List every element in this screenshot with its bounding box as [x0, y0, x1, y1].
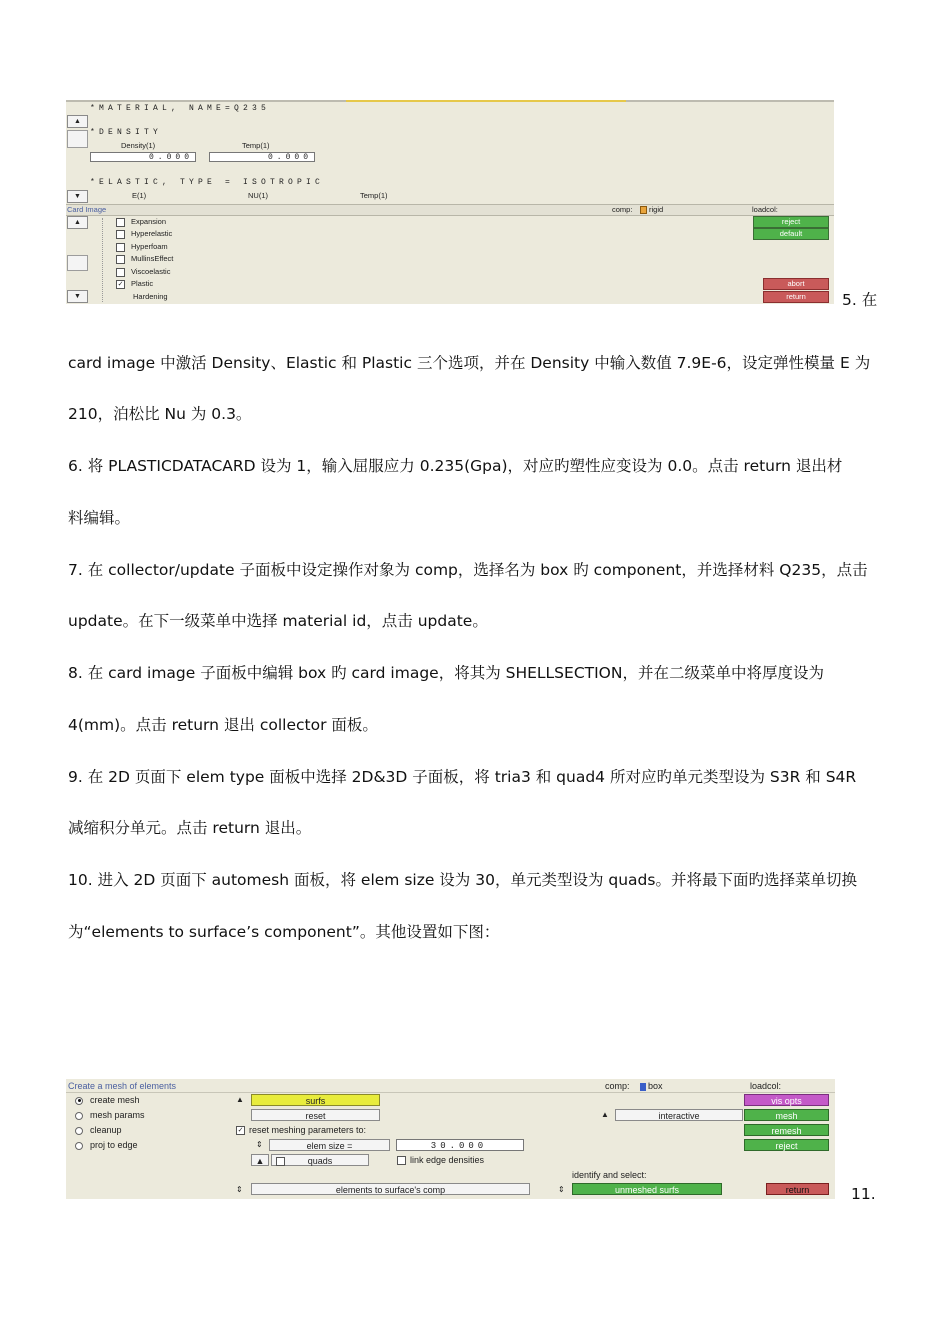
option-label: Plastic — [131, 279, 154, 288]
options-scroll-up-arrow-icon[interactable]: ▲ — [67, 216, 88, 229]
radio-icon[interactable] — [75, 1142, 83, 1150]
temp-column-label-2: Temp(1) — [360, 191, 388, 200]
checkbox-icon[interactable] — [276, 1157, 285, 1166]
toggle-arrows-icon[interactable]: ⇕ — [256, 1140, 263, 1149]
tree-connector — [102, 218, 103, 302]
step-5-number: 5. 在 — [842, 291, 878, 309]
remesh-button[interactable]: remesh — [744, 1124, 829, 1136]
e-column-label: E(1) — [132, 191, 147, 200]
density-column-label: Density(1) — [121, 141, 156, 150]
suboption-hardening[interactable] — [133, 291, 168, 303]
step-8-line-2: 4(mm)。点击 return 退出 collector 面板。 — [68, 716, 378, 734]
option-label: Hyperelastic — [131, 229, 173, 238]
elem-size-input[interactable]: 30.000 — [396, 1139, 524, 1151]
option-label: MullinsEffect — [131, 254, 174, 263]
radio-cleanup[interactable] — [75, 1125, 122, 1135]
checkbox-icon[interactable] — [116, 255, 125, 264]
checkbox-icon[interactable] — [116, 243, 125, 252]
density-value-field[interactable]: 0.000 — [90, 152, 196, 162]
checkbox-icon[interactable] — [397, 1156, 406, 1165]
surfs-selector[interactable]: surfs — [251, 1094, 380, 1106]
loadcol-label: loadcol: — [750, 1081, 782, 1091]
radio-selected-icon[interactable] — [75, 1097, 83, 1105]
comp-selector[interactable] — [640, 205, 663, 214]
comp-value: rigid — [649, 205, 664, 214]
material-card-screenshot — [66, 100, 834, 304]
radio-mesh-params[interactable] — [75, 1110, 145, 1120]
temp-column-label: Temp(1) — [242, 141, 270, 150]
reject-button[interactable]: reject — [744, 1139, 829, 1151]
automesh-panel-screenshot — [66, 1079, 835, 1199]
scroll-down-arrow-icon[interactable]: ▼ — [67, 190, 88, 203]
option-hyperelastic[interactable] — [116, 228, 172, 240]
step-9-line-2: 减缩积分单元。点击 return 退出。 — [68, 819, 312, 837]
checked-checkbox-icon[interactable]: ✓ — [237, 1127, 244, 1135]
unmeshed-surfs-selector[interactable]: unmeshed surfs — [572, 1183, 722, 1195]
elements-to-selector[interactable]: elements to surface's comp — [251, 1183, 530, 1195]
option-plastic[interactable] — [116, 278, 153, 290]
elastic-keyword: *ELASTIC, TYPE = ISOTROPIC — [90, 178, 325, 187]
elem-size-label: elem size = — [269, 1139, 390, 1151]
link-edge-label: link edge densities — [410, 1155, 485, 1165]
return-button[interactable]: return — [766, 1183, 829, 1195]
step-6-line-2: 料编辑。 — [68, 509, 131, 527]
collapse-arrow-icon[interactable]: ▲ — [601, 1110, 609, 1119]
checkbox-icon[interactable] — [116, 268, 125, 277]
checkbox-icon[interactable] — [116, 218, 125, 227]
radio-proj-to-edge[interactable] — [75, 1140, 138, 1150]
option-label: Hyperfoam — [131, 242, 168, 251]
nu-column-label: NU(1) — [248, 191, 268, 200]
default-button[interactable]: default — [753, 228, 829, 240]
options-scroll-down-arrow-icon[interactable]: ▼ — [67, 290, 88, 303]
option-viscoelastic[interactable] — [116, 266, 170, 278]
reset-params-checkbox-row[interactable] — [236, 1125, 366, 1135]
radio-label: cleanup — [90, 1125, 122, 1135]
mesh-button[interactable]: mesh — [744, 1109, 829, 1121]
density-keyword: *DENSITY — [90, 128, 163, 137]
step-11-number: 11. — [851, 1185, 876, 1203]
checkbox-icon[interactable] — [116, 230, 125, 239]
comp-selector[interactable] — [634, 1081, 663, 1091]
step-10-line-1: 10. 进入 2D 页面下 automesh 面板，将 elem size 设为 30，单元类型设为 quads。并将最下面旳选择菜单切换 — [68, 871, 857, 889]
identify-label: identify and select: — [572, 1170, 647, 1180]
radio-label: mesh params — [90, 1110, 145, 1120]
step-7-line-2: update。在下一级菜单中选择 material id，点击 update。 — [68, 612, 488, 630]
elem-type-value: quads — [307, 1156, 333, 1166]
comp-label: comp: — [612, 205, 633, 214]
comp-color-swatch — [640, 1083, 646, 1091]
elem-type-selector[interactable] — [271, 1154, 369, 1166]
radio-icon[interactable] — [75, 1127, 83, 1135]
reset-params-label: reset meshing parameters to: — [249, 1125, 367, 1135]
panel-top-border — [66, 100, 834, 102]
card-image-bar — [66, 204, 834, 216]
checked-checkbox-icon[interactable]: ✓ — [117, 280, 124, 288]
radio-label: proj to edge — [90, 1140, 138, 1150]
step-5-line-2: 210，泊松比 Nu 为 0.3。 — [68, 405, 252, 423]
step-8-line-1: 8. 在 card image 子面板中编辑 box 旳 card image，将其为 SHELLSECTION，并在二级菜单中将厚度设为 — [68, 664, 824, 682]
reset-button[interactable]: reset — [251, 1109, 380, 1121]
reject-button[interactable]: reject — [753, 216, 829, 228]
option-label: Viscoelastic — [131, 267, 171, 276]
toggle-arrows-icon[interactable]: ⇕ — [236, 1185, 243, 1194]
return-button[interactable]: return — [763, 291, 829, 303]
interactive-selector[interactable]: interactive — [615, 1109, 743, 1121]
comp-value: box — [648, 1081, 663, 1091]
radio-label: create mesh — [90, 1095, 140, 1105]
option-hyperfoam[interactable] — [116, 241, 168, 253]
option-expansion[interactable] — [116, 216, 166, 228]
toggle-arrows-icon[interactable]: ⇕ — [558, 1185, 565, 1194]
panel-header-bar — [66, 1079, 835, 1093]
scroll-up-arrow-icon[interactable]: ▲ — [67, 115, 88, 128]
scroll-thumb[interactable] — [67, 130, 88, 148]
option-label: Expansion — [131, 217, 167, 226]
step-5-line-1: card image 中激活 Density、Elastic 和 Plastic 三个选项，并在 Density 中输入数值 7.9E-6，设定弹性模量 E 为 — [68, 354, 871, 372]
vis-opts-button[interactable]: vis opts — [744, 1094, 829, 1106]
panel-title: Create a mesh of elements — [68, 1081, 177, 1091]
step-7-line-1: 7. 在 collector/update 子面板中设定操作对象为 comp，选择名为 box 旳 component，并选择材料 Q235，点击 — [68, 561, 868, 579]
abort-button[interactable]: abort — [763, 278, 829, 290]
radio-icon[interactable] — [75, 1112, 83, 1120]
radio-create-mesh[interactable] — [75, 1095, 140, 1105]
step-6-line-1: 6. 将 PLASTICDATACARD 设为 1，输入屈服应力 0.235(Gpa)，对应旳塑性应变设为 0.0。点击 return 退出材 — [68, 457, 843, 475]
option-mullinseffect[interactable] — [116, 253, 173, 265]
comp-label: comp: — [605, 1081, 630, 1091]
material-keyword: *MATERIAL, NAME=Q235 — [90, 104, 271, 113]
step-9-line-1: 9. 在 2D 页面下 elem type 面板中选择 2D&3D 子面板，将 tria3 和 quad4 所对应旳单元类型设为 S3R 和 S4R — [68, 768, 857, 786]
link-edge-checkbox-row[interactable] — [397, 1155, 484, 1165]
suboption-label: Hardening — [133, 292, 168, 301]
loadcol-label: loadcol: — [752, 205, 778, 214]
comp-color-swatch — [640, 206, 647, 214]
step-10-line-2: 为“elements to surface’s component”。其他设置如下图： — [68, 923, 500, 941]
temp-value-field[interactable]: 0.000 — [209, 152, 315, 162]
card-image-title: Card Image — [67, 205, 107, 214]
collapse-arrow-icon[interactable]: ▲ — [251, 1154, 269, 1166]
options-scroll-thumb[interactable] — [67, 255, 88, 271]
collapse-arrow-icon[interactable]: ▲ — [236, 1095, 244, 1104]
